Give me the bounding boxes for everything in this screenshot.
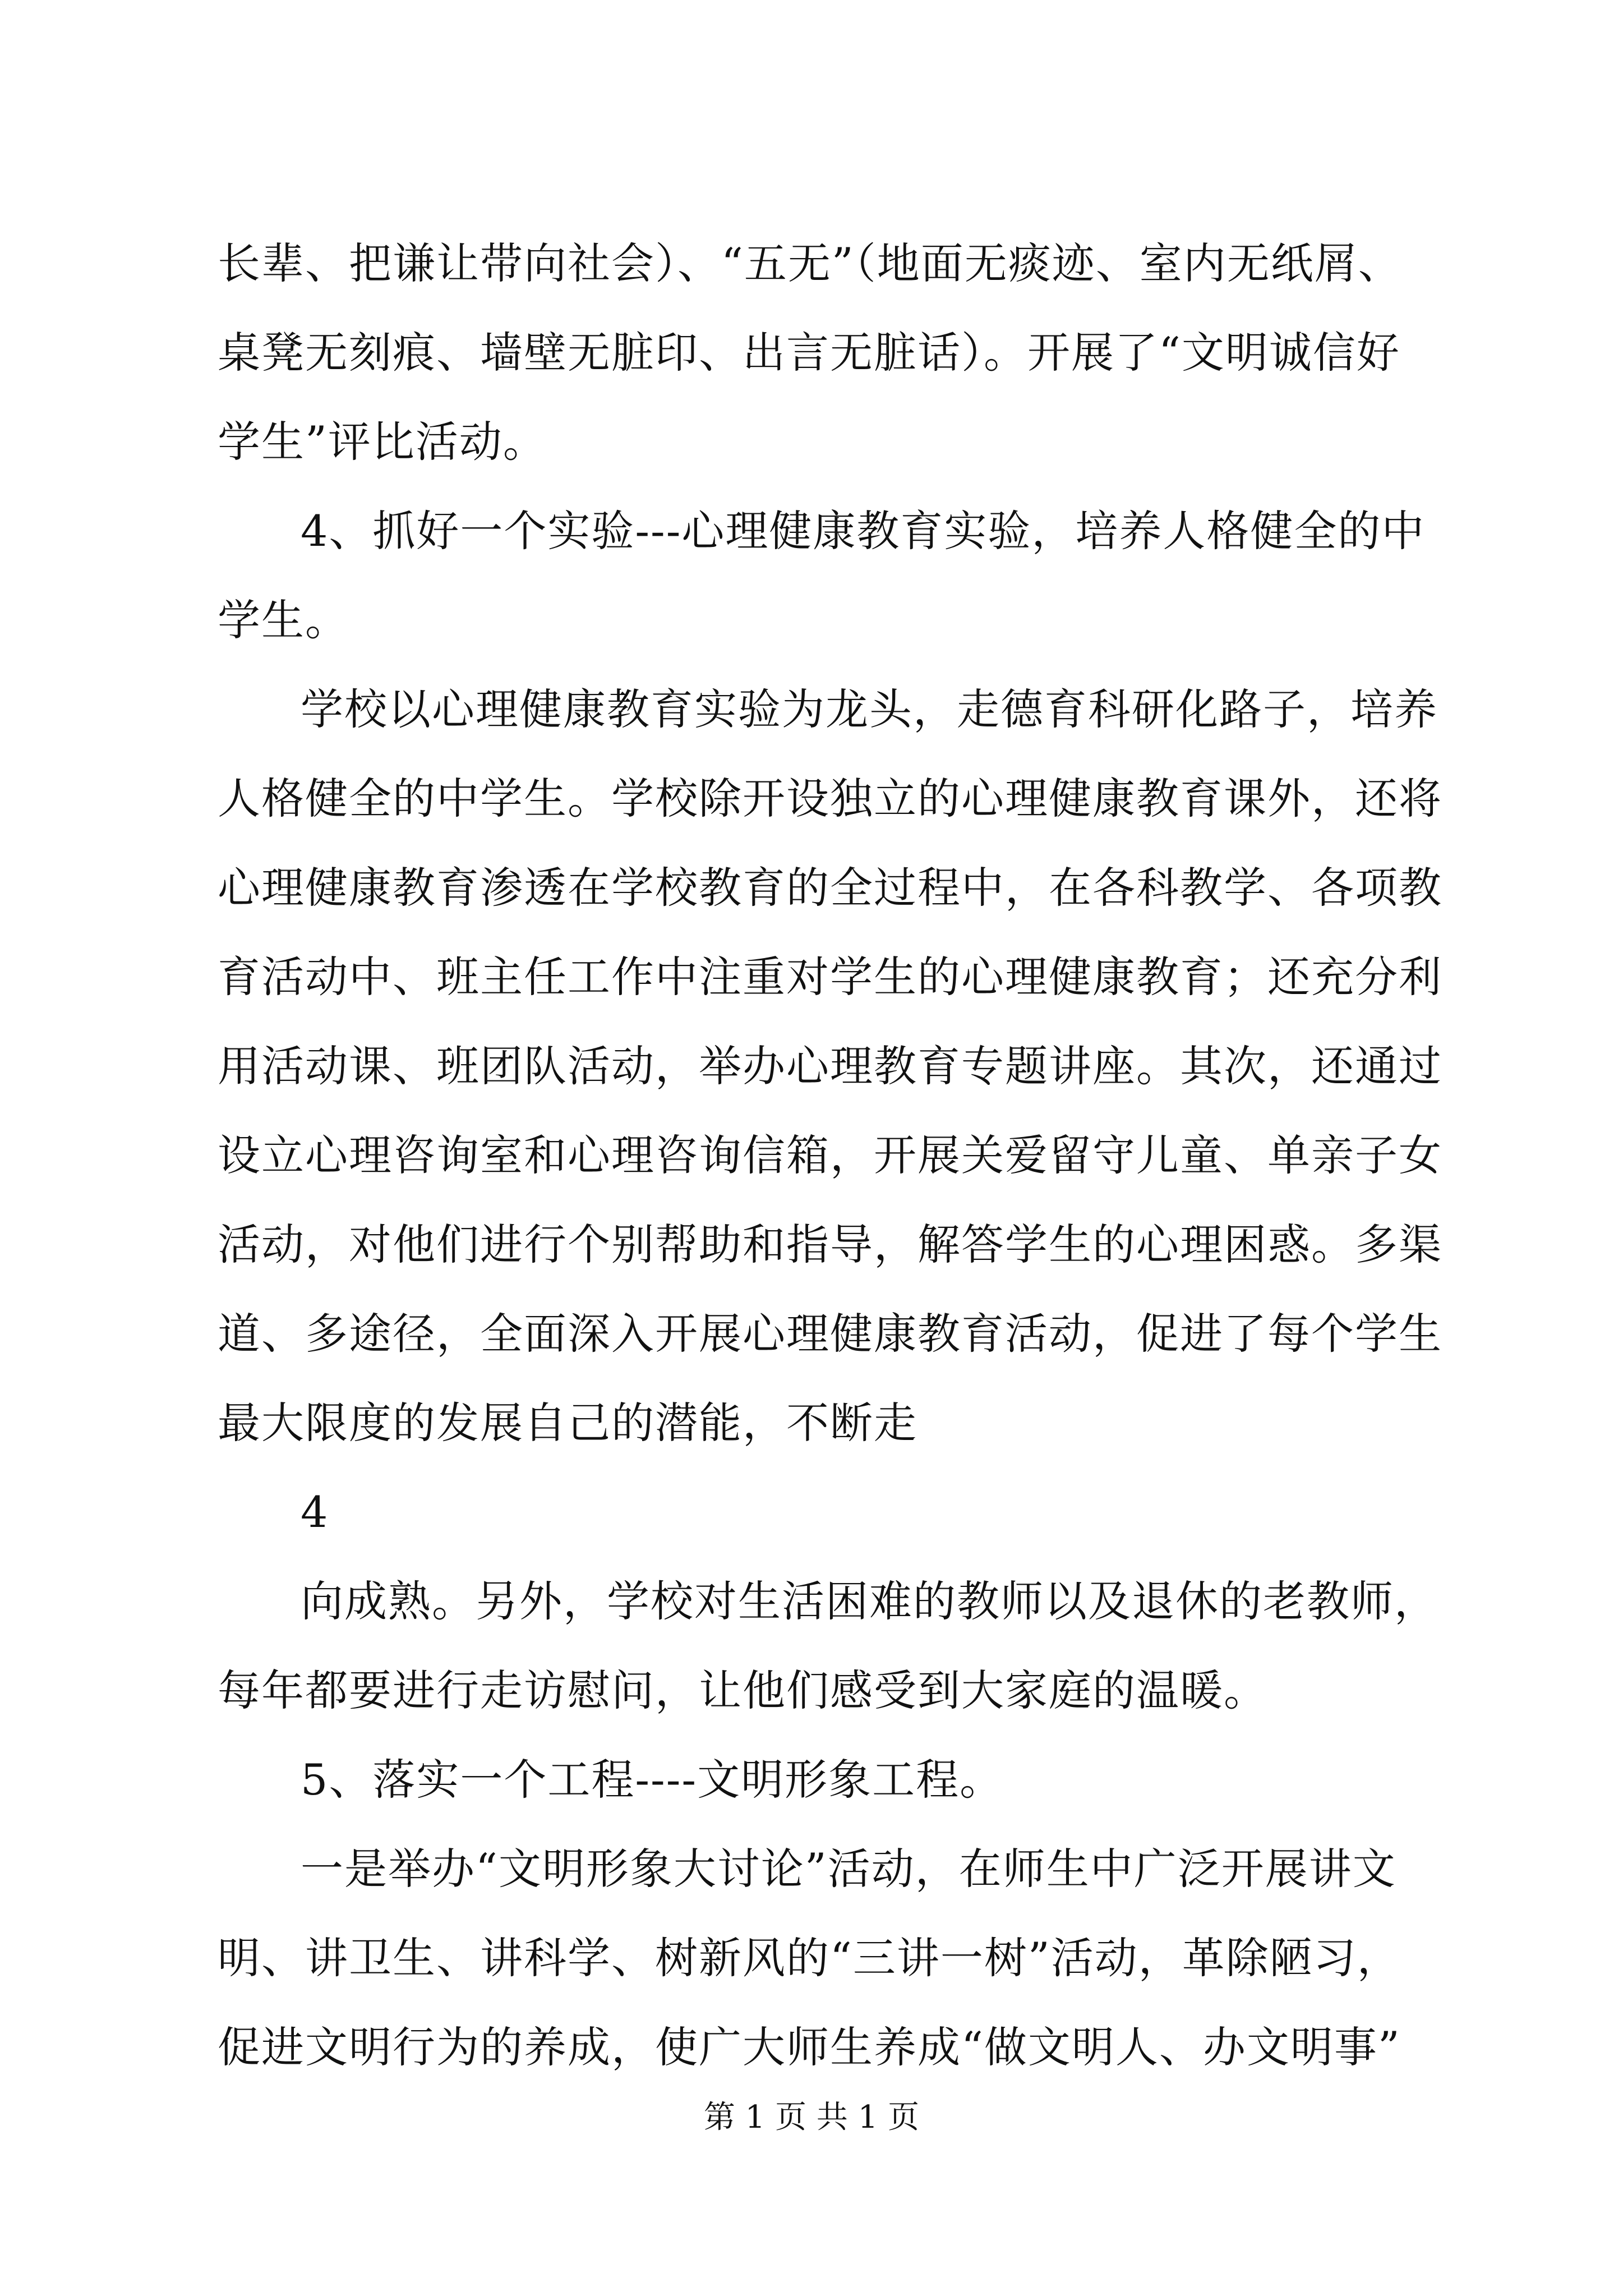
- text-line: 学生。: [218, 595, 349, 645]
- text-line: 活动，对他们进行个别帮助和指导，解答学生的心理困惑。多渠: [218, 1220, 1442, 1269]
- page-number-marker: 4: [301, 1487, 329, 1537]
- text-line: 设立心理咨询室和心理咨询信箱，开展关爱留守儿童、单亲子女: [218, 1130, 1442, 1180]
- text-line: 学校以心理健康教育实验为龙头，走德育科研化路子，培养: [301, 684, 1438, 734]
- text-line: 道、多途径，全面深入开展心理健康教育活动，促进了每个学生: [218, 1309, 1442, 1359]
- text-line: 每年都要进行走访慰问，让他们感受到大家庭的温暖。: [218, 1665, 1267, 1715]
- text-line: 育活动中、班主任工作中注重对学生的心理健康教育；还充分利: [218, 952, 1442, 1002]
- text-line: 4、抓好一个实验---心理健康教育实验，培养人格健全的中: [301, 506, 1426, 556]
- text-line: 心理健康教育渗透在学校教育的全过程中，在各科教学、各项教: [218, 863, 1442, 913]
- text-line: 促进文明行为的养成，使广大师生养成“做文明人、办文明事”: [218, 2022, 1401, 2072]
- text-line: 学生”评比活动。: [218, 417, 547, 467]
- text-line: 一是举办“文明形象大讨论”活动，在师生中广泛开展讲文: [301, 1844, 1396, 1894]
- text-line: 5、落实一个工程----文明形象工程。: [301, 1755, 1004, 1805]
- text-line: 用活动课、班团队活动，举办心理教育专题讲座。其次，还通过: [218, 1041, 1442, 1091]
- text-line: 桌凳无刻痕、墙壁无脏印、出言无脏话）。开展了“文明诚信好: [218, 328, 1400, 378]
- text-line: 人格健全的中学生。学校除开设独立的心理健康教育课外，还将: [218, 774, 1442, 823]
- text-line: 长辈、把谦让带向社会）、“五无”（地面无痰迹、室内无纸屑、: [218, 238, 1402, 288]
- text-line: 向成熟。另外，学校对生活困难的教师以及退休的老教师，: [301, 1576, 1438, 1626]
- text-line: 最大限度的发展自己的潜能，不断走: [218, 1398, 917, 1448]
- text-line: 明、讲卫生、讲科学、树新风的“三讲一树”活动，革除陋习，: [218, 1933, 1401, 1983]
- page-footer: 第 1 页 共 1 页: [703, 2099, 920, 2136]
